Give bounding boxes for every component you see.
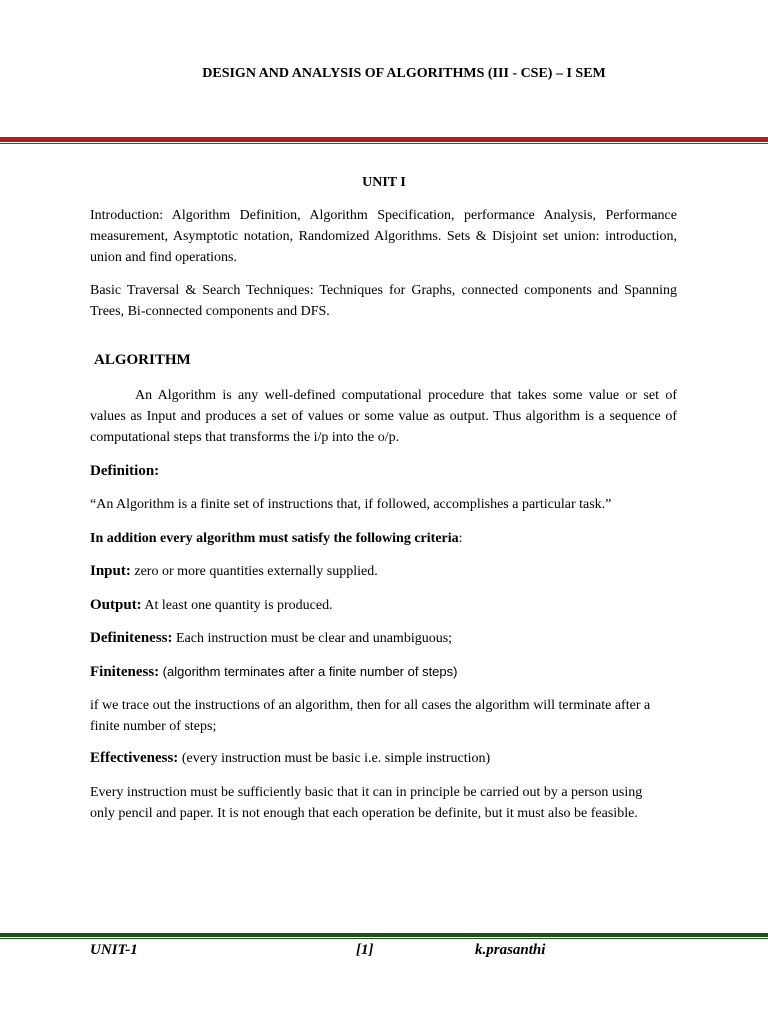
page-header-title: DESIGN AND ANALYSIS OF ALGORITHMS (III - CSE) – I SEM — [202, 66, 606, 81]
effectiveness-criterion — [90, 748, 690, 769]
criteria-colon: : — [458, 531, 463, 546]
footer-page-number: [1] — [356, 942, 374, 958]
header-rule-thick — [0, 137, 768, 142]
definiteness-label: Definiteness: — [90, 630, 173, 646]
finiteness-note: (algorithm terminates after a finite number of steps) — [162, 664, 458, 679]
footer-rule-thick — [0, 933, 768, 937]
footer-rule-thin — [0, 938, 768, 939]
effectiveness-label: Effectiveness: — [90, 750, 179, 766]
syllabus-paragraph-2: Basic Traversal & Search Techniques: Techniques for Graphs, connected components and Spanning Trees, Bi-connected components and DFS. — [90, 283, 677, 319]
definition-quote: “An Algorithm is a finite set of instructions that, if followed, accomplishes a particular task.” — [90, 497, 612, 512]
input-criterion — [90, 561, 690, 582]
header-rule — [0, 137, 768, 144]
finiteness-criterion — [90, 661, 690, 683]
input-text: zero or more quantities externally supplied. — [134, 564, 378, 579]
footer-author: k.prasanthi — [475, 942, 546, 958]
definiteness-text: Each instruction must be clear and unambiguous; — [176, 631, 453, 646]
definition-label: Definition: — [90, 463, 160, 479]
finiteness-label: Finiteness: — [90, 664, 160, 680]
unit-title: UNIT I — [362, 175, 406, 190]
footer-unit: UNIT-1 — [90, 942, 138, 958]
header-rule-thin — [0, 143, 768, 144]
syllabus-paragraph-1: Introduction: Algorithm Definition, Algorithm Specification, performance Analysis, Performance measurement, Asymptotic notation, Randomized Algorithms. Sets & Disjoint set union: introduction, union and find operations. — [90, 208, 677, 265]
criteria-line — [90, 528, 690, 549]
algorithm-heading: ALGORITHM — [94, 352, 191, 368]
definiteness-criterion — [90, 628, 690, 649]
output-criterion — [90, 595, 690, 616]
output-label: Output: — [90, 597, 142, 613]
criteria-label: In addition every algorithm must satisfy the following criteria — [90, 531, 459, 546]
footer-rule — [0, 933, 768, 939]
output-text: At least one quantity is produced. — [144, 598, 333, 613]
effectiveness-text: Every instruction must be sufficiently basic that it can in principle be carried out by a person using only pencil and paper. It is not enough that each operation be definite, but it must also be feasible. — [90, 785, 643, 821]
input-label: Input: — [90, 563, 131, 579]
effectiveness-note: (every instruction must be basic i.e. simple instruction) — [181, 751, 491, 766]
finiteness-text: if we trace out the instructions of an algorithm, then for all cases the algorithm will terminate after a finite number of steps; — [90, 698, 651, 734]
algorithm-intro: An Algorithm is any well-defined computational procedure that takes some value or set of values as Input and produces a set of values or some value as output. Thus algorithm is a sequence of computational steps that transforms the i/p into the o/p. — [90, 388, 677, 445]
